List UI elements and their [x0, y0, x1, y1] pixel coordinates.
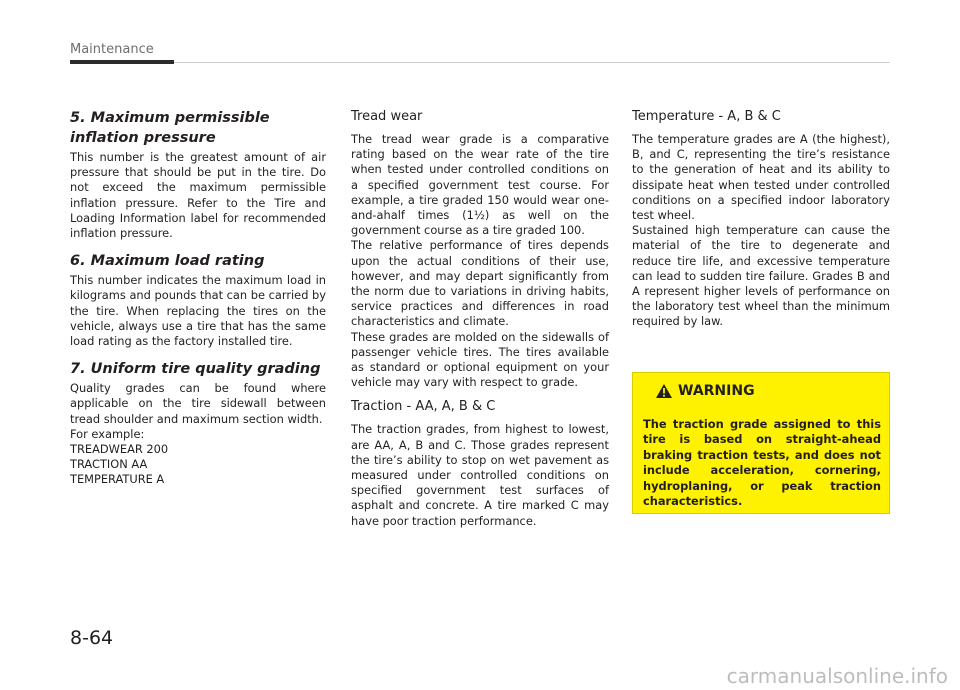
watermark: carmanualsonline.info	[726, 664, 948, 688]
tread-wear-paragraph-1: The tread wear grade is a comparative rating based on the wear rate of the tire when tested under controlled conditions on a specified government test course. For example, a tire graded 150 would wear one-and-ahalf times (1½) as well on the government course as a tire graded 100.	[351, 132, 609, 238]
page-number: 8-64	[70, 627, 114, 649]
example-temperature: TEMPERATURE A	[70, 472, 165, 487]
example-traction: TRACTION AA	[70, 457, 148, 472]
section-header: Maintenance	[70, 42, 154, 57]
warning-box	[632, 372, 890, 514]
section-5-title: 5. Maximum permissible inflation pressure	[70, 110, 270, 146]
column-3	[632, 108, 890, 330]
tread-wear-paragraph-2: The relative performance of tires depends upon the actual conditions of their use, however, and may depart significantly from the norm due to variations in driving habits, service practices and differences in road characteristics and climate.	[351, 238, 609, 329]
temperature-paragraph-1: The temperature grades are A (the highest), B, and C, representing the tire’s resistance to the generation of heat and its ability to dissipate heat when tested under controlled conditions on a specified indoor laboratory test wheel.	[632, 132, 890, 223]
example-label: For example:	[70, 426, 145, 441]
traction-body: The traction grades, from highest to lowest, are AA, A, B and C. Those grades represent the tire’s ability to stop on wet pavement as measured under controlled conditions on specified government test surfaces of asphalt and concrete. A tire marked C may have poor traction performance.	[351, 422, 609, 528]
tread-wear-title: Tread wear	[351, 109, 423, 124]
column-1	[70, 108, 326, 488]
traction-title: Traction - AA, A, B & C	[351, 399, 496, 415]
warning-body: The traction grade assigned to this tire is based on straight-ahead braking traction tests, and does not include acceleration, cornering, hydroplaning, or peak traction characteristics.	[643, 417, 881, 509]
section-7-title: 7. Uniform tire quality grading	[70, 361, 321, 378]
warning-triangle-icon	[655, 383, 673, 399]
tread-wear-paragraph-3: These grades are molded on the sidewalls of passenger vehicle tires. The tires available as standard or optional equipment on your vehicle may vary with respect to grade.	[351, 329, 609, 390]
warning-title: WARNING	[678, 383, 755, 399]
example-treadwear: TREADWEAR 200	[70, 442, 169, 457]
section-6-body: This number indicates the maximum load in kilograms and pounds that can be carried by the tire. When replacing the tires on the vehicle, always use a tire that has the same load rating as the factory installed tire.	[70, 273, 327, 349]
section-6-title: 6. Maximum load rating	[70, 253, 265, 270]
temperature-title: Temperature - A, B & C	[632, 109, 781, 124]
header-divider	[174, 62, 890, 63]
header-accent-bar	[70, 60, 174, 64]
warning-header	[655, 383, 755, 399]
column-2	[351, 108, 609, 529]
section-7-body: Quality grades can be found where applicable on the tire sidewall between tread shoulder and maximum section width.	[70, 381, 326, 426]
section-5-body: This number is the greatest amount of air pressure that should be put in the tire. Do not exceed the maximum permissible inflation pressure. Refer to the Tire and Loading Information label for recommended inflation pressure.	[70, 150, 326, 241]
temperature-paragraph-2: Sustained high temperature can cause the material of the tire to degenerate and reduce tire life, and excessive temperature can lead to sudden tire failure. Grades B and A represent higher levels of performance on the laboratory test wheel than the minimum required by law.	[632, 223, 890, 329]
